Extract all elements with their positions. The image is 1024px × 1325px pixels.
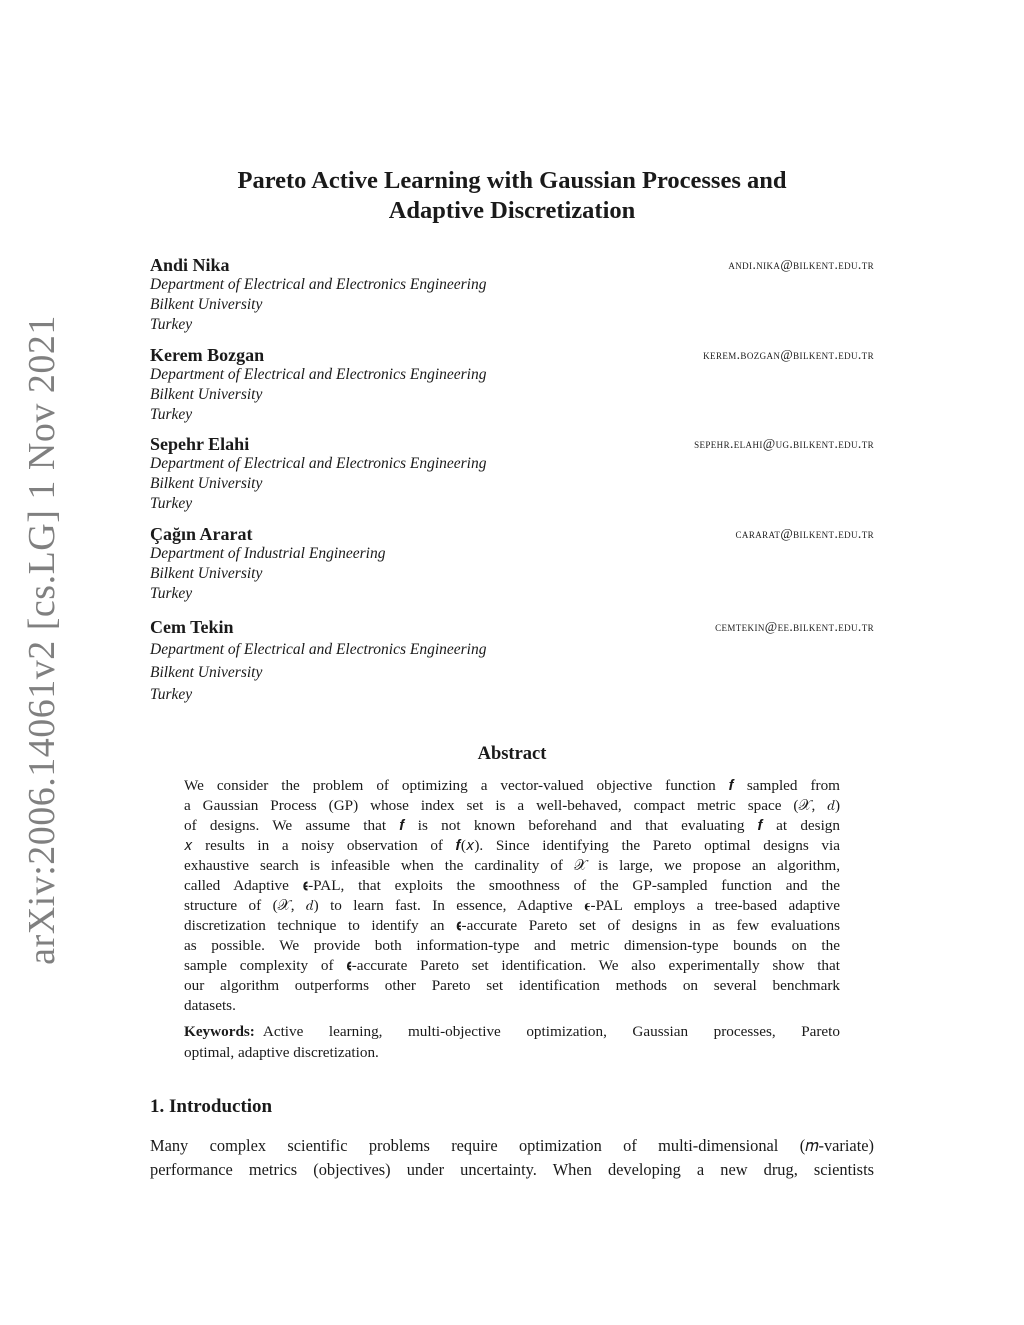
author-name: Cem Tekin [150, 617, 234, 637]
author-block [150, 434, 874, 514]
author-block [150, 617, 874, 707]
author-country: Turkey [150, 495, 193, 512]
author-department: Department of Electrical and Electronics Engineering [150, 276, 487, 293]
abstract-line: called Adaptive 𝛜-PAL, that exploits the smoothness of the GP-sampled function and the [184, 877, 840, 894]
author-country: Turkey [150, 316, 193, 333]
abstract-line: of designs. We assume that 𝒇 is not known beforehand and that evaluating 𝒇 at design [184, 817, 840, 834]
author-name: Çağın Ararat [150, 524, 253, 544]
arxiv-identifier-stamp: arXiv:2006.14061v2 [cs.LG] 1 Nov 2021 [21, 315, 63, 965]
author-university: Bilkent University [150, 475, 263, 492]
abstract-line: structure of (𝒳, 𝑑) to learn fast. In essence, Adaptive 𝛜-PAL employs a tree-based adaptive [184, 897, 840, 914]
keywords-label: Keywords: [184, 1023, 255, 1040]
abstract-line: exhaustive search is infeasible when the cardinality of 𝒳 is large, we propose an algorithm, [184, 857, 840, 874]
abstract-line: 𝑥 results in a noisy observation of 𝒇(𝑥). Since identifying the Pareto optimal designs via [184, 837, 840, 854]
keywords-block [184, 1021, 840, 1063]
author-university: Bilkent University [150, 663, 263, 681]
author-department: Department of Electrical and Electronics Engineering [150, 366, 487, 383]
author-country: Turkey [150, 406, 193, 423]
title-line: Pareto Active Learning with Gaussian Processes and [237, 167, 787, 194]
abstract-line: datasets. [184, 997, 236, 1014]
keywords-text: Active learning, multi-objective optimization, Gaussian processes, Pareto [262, 1023, 840, 1040]
author-block [150, 255, 874, 335]
abstract-line: a Gaussian Process (GP) whose index set is a well-behaved, compact metric space (𝒳, 𝑑) [184, 797, 840, 814]
author-name: Kerem Bozgan [150, 345, 265, 365]
author-university: Bilkent University [150, 565, 263, 582]
author-department: Department of Industrial Engineering [150, 545, 386, 562]
author-university: Bilkent University [150, 386, 263, 403]
author-email[interactable]: sepehr.elahi@ug.bilkent.edu.tr [694, 436, 874, 451]
author-block [150, 524, 874, 604]
author-name: Andi Nika [150, 255, 230, 275]
author-name: Sepehr Elahi [150, 434, 250, 454]
abstract-line: sample complexity of 𝛜-accurate Pareto set identification. We also experimentally show that [184, 957, 840, 974]
keywords-line: optimal, adaptive discretization. [184, 1044, 379, 1061]
abstract-body [184, 776, 840, 1016]
author-department: Department of Electrical and Electronics Engineering [150, 455, 487, 472]
author-department: Department of Electrical and Electronics Engineering [150, 641, 487, 658]
paper-title [0, 166, 1024, 226]
abstract-line: our algorithm outperforms other Pareto set identification methods on several benchmark [184, 977, 840, 994]
abstract-line: discretization technique to identify an 𝛜-accurate Pareto set of designs in as few evaluations [184, 917, 840, 934]
author-email[interactable]: kerem.bozgan@bilkent.edu.tr [703, 347, 874, 362]
keywords-line [184, 1021, 840, 1042]
author-email[interactable]: cemtekin@ee.bilkent.edu.tr [715, 619, 874, 634]
author-country: Turkey [150, 585, 193, 602]
author-email[interactable]: cararat@bilkent.edu.tr [735, 526, 874, 541]
body-line: performance metrics (objectives) under uncertainty. When developing a new drug, scientists [150, 1160, 874, 1179]
title-line: Adaptive Discretization [388, 197, 636, 224]
author-country: Turkey [150, 686, 193, 703]
author-email[interactable]: andi.nika@bilkent.edu.tr [728, 257, 874, 272]
section-heading-introduction: 1. Introduction [150, 1096, 273, 1117]
introduction-body [150, 1134, 874, 1182]
author-university: Bilkent University [150, 296, 263, 313]
body-line: Many complex scientific problems require optimization of multi-dimensional (𝑚-variate) [150, 1136, 874, 1155]
author-block [150, 345, 874, 425]
abstract-line: We consider the problem of optimizing a vector-valued objective function 𝒇 sampled from [184, 777, 840, 794]
abstract-line: as possible. We provide both information-type and metric dimension-type bounds on the [184, 937, 840, 954]
abstract-heading: Abstract [477, 744, 547, 764]
